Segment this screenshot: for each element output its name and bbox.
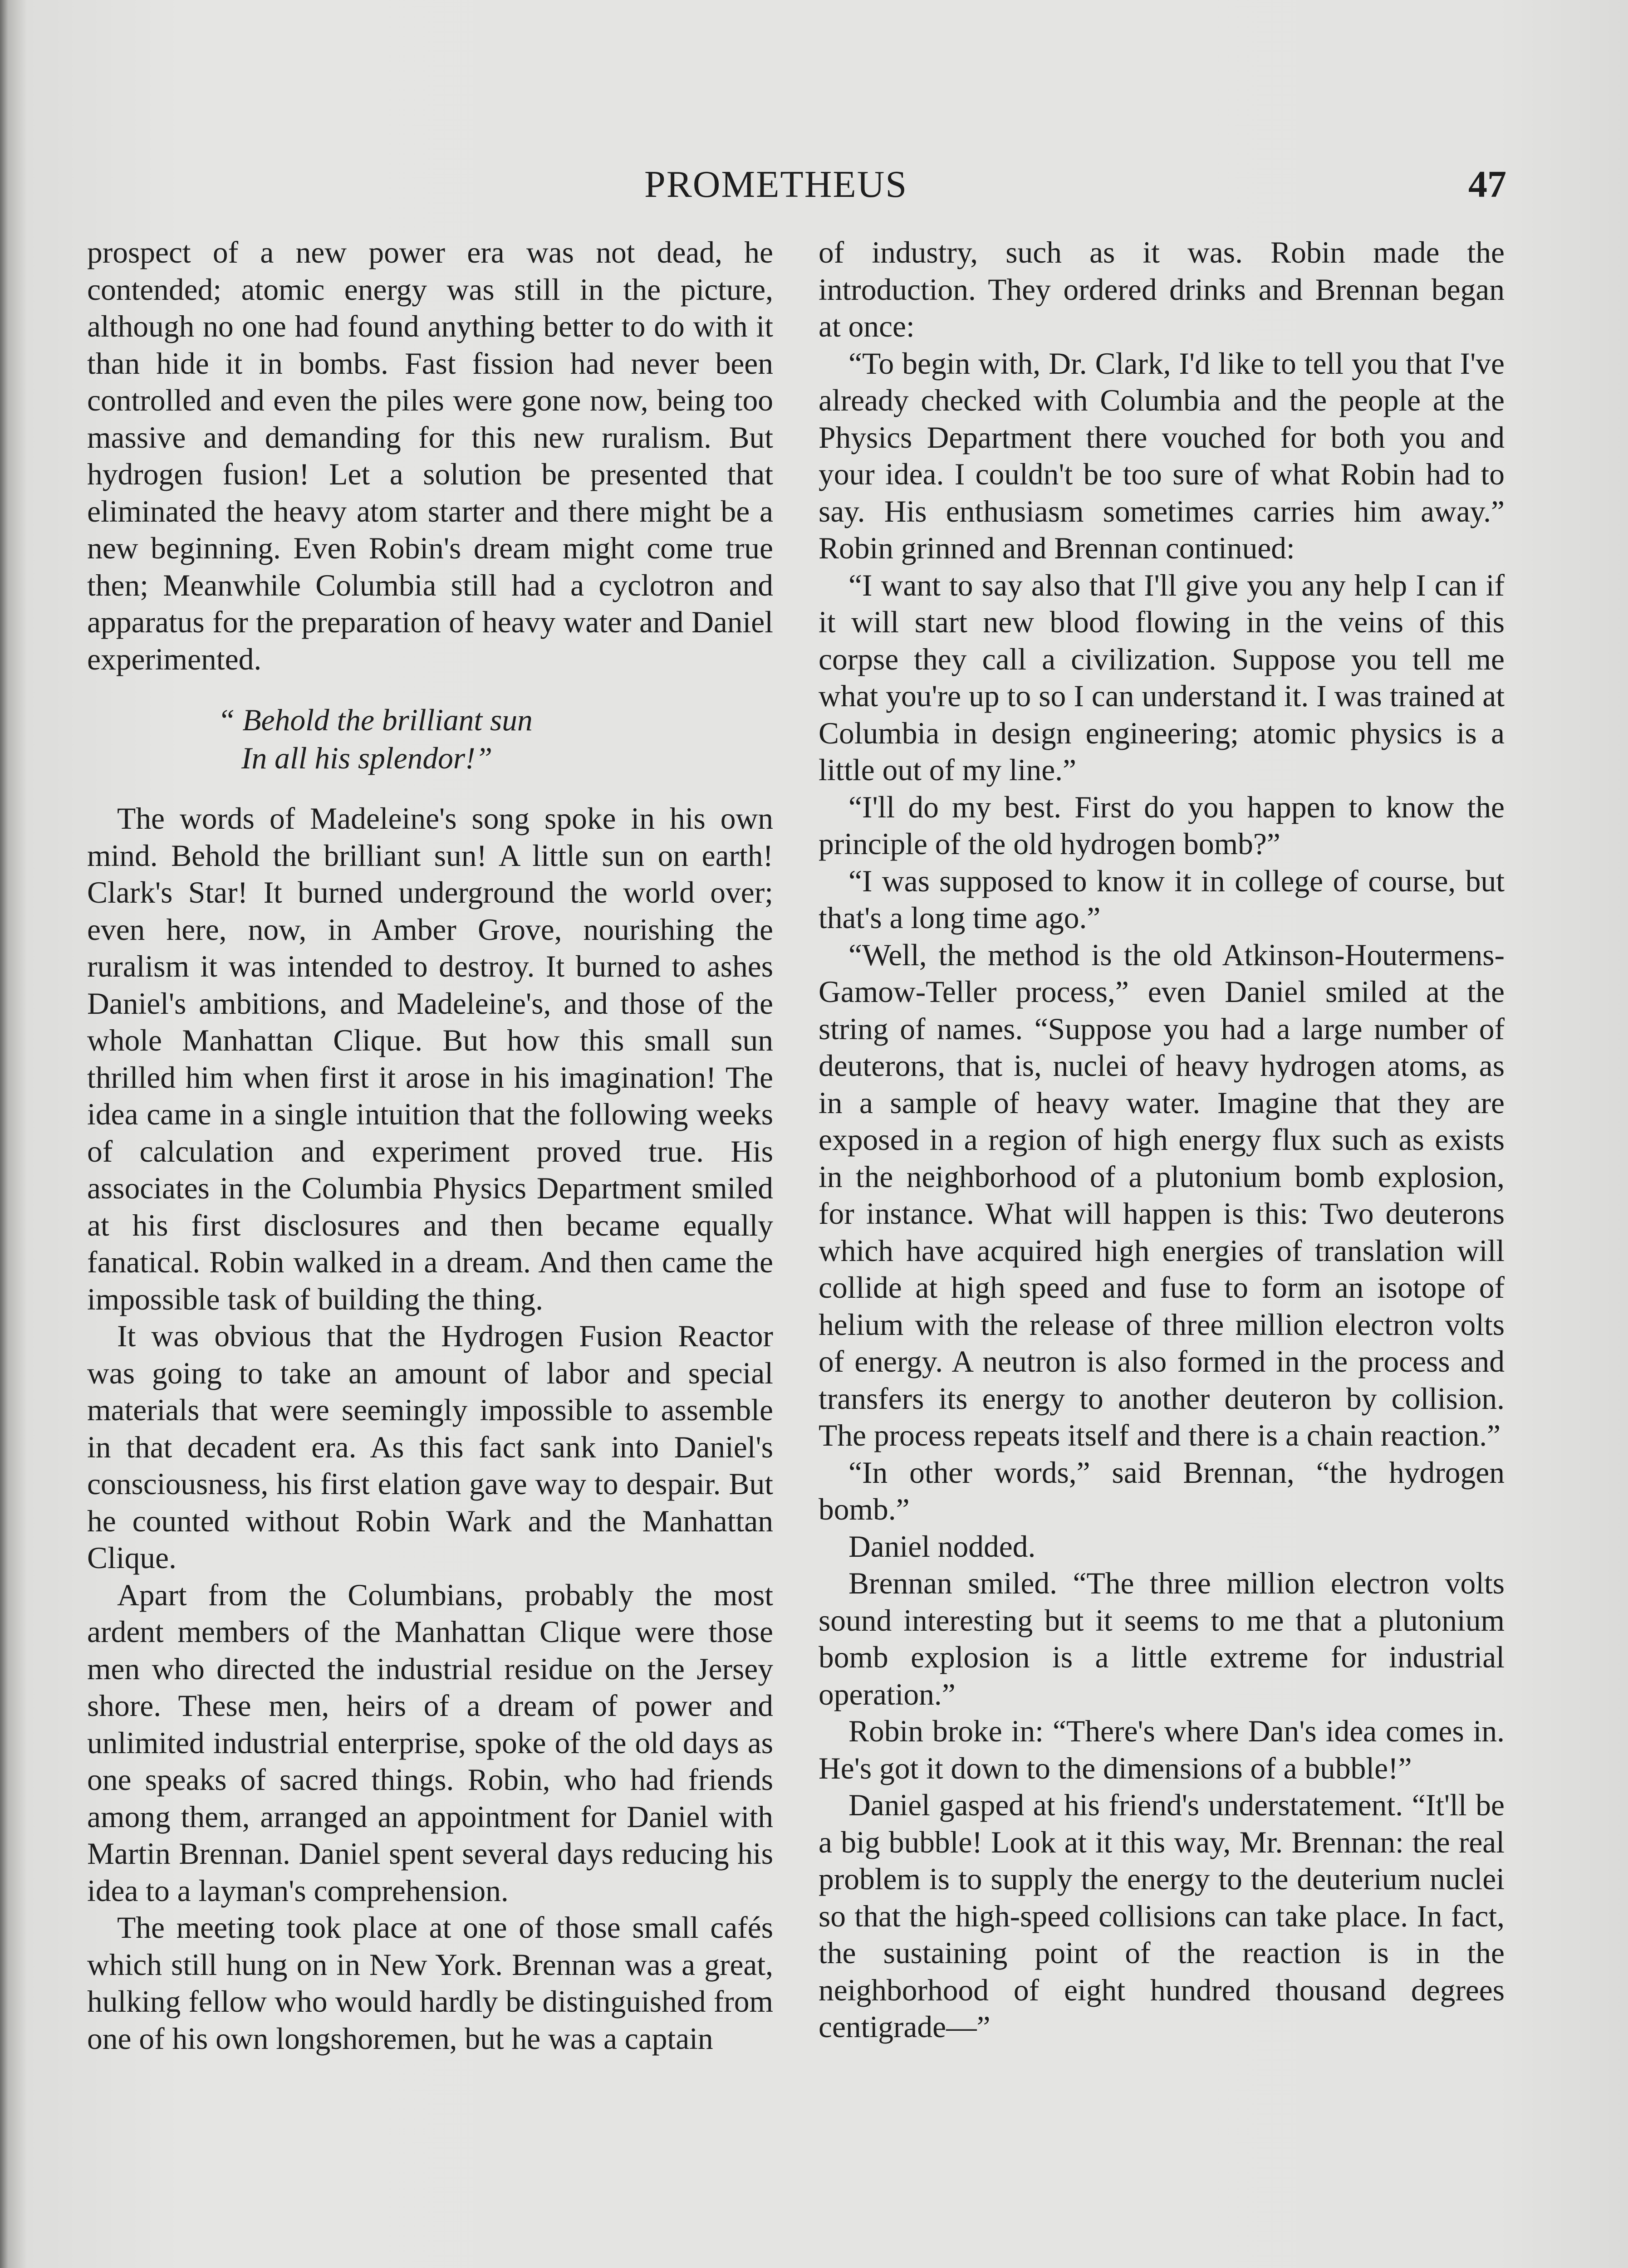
paragraph: Apart from the Columbians, probably the most ardent members of the Manhattan Clique were those men who directed the industrial residue on the Jersey shore. These men, heirs of a dream of power and unlimited industrial enterprise, spoke of the old days as one speaks of sacred things. Robin, who had friends among them, arranged an appointment for Daniel with Martin Brennan. Daniel spent several days reducing his idea to a layman's comprehension. (87, 1578, 773, 1908)
paragraph: Daniel gasped at his friend's understatement. “It'll be a big bubble! Look at it this way, Mr. Brennan: the real problem is to supply the energy to the deuterium nuclei so that the high-speed collisions can take place. In fact, the sustaining point of the reaction is in the neighborhood of eight hundred thousand degrees centigrade—” (819, 1788, 1505, 2044)
paragraph: “To begin with, Dr. Clark, I'd like to tell you that I've already checked with Columbia and the people at the Physics Department there vouched for both you and your idea. I couldn't be too sure of what Robin had to say. His enthusiasm sometimes carries him away.” Robin grinned and Brennan continued: (819, 346, 1505, 565)
paragraph: The meeting took place at one of those small cafés which still hung on in New York. Brennan was a great, hulking fellow who would hardly be distinguished from one of his own longshoremen, but he was a captain (87, 1911, 773, 2056)
paragraph: of industry, such as it was. Robin made the introduction. They ordered drinks and Brennan began at once: (819, 235, 1505, 343)
verse-quote (87, 701, 773, 777)
paragraph: “I'll do my best. First do you happen to know the principle of the old hydrogen bomb?” (819, 790, 1505, 861)
page-header (644, 160, 1506, 210)
verse-line: In all his splendor!” (241, 741, 493, 775)
paragraph: “I want to say also that I'll give you any help I can if it will start new blood flowing in the veins of this corpse they call a civilization. Suppose you tell me what you're up to so I can understand it. I was trained at Columbia in design engineering; atomic physics is a little out of my line.” (819, 568, 1505, 787)
paragraph: The words of Madeleine's song spoke in his own mind. Behold the brilliant sun! A little sun on earth! Clark's Star! It burned underground the world over; even here, now, in Amber Grove, nourishing the ruralism it was intended to destroy. It burned to ashes Daniel's ambitions, and Madeleine's, and those of the whole Manhattan Clique. But how this small sun thrilled him when first it arose in his imagination! The idea came in a single intuition that the following weeks of calculation and experiment proved true. His associates in the Columbia Physics Department smiled at his first disclosures and then became equally fanatical. Robin walked in a dream. And then came the impossible task of building the thing. (87, 802, 773, 1316)
paragraph: Daniel nodded. (848, 1529, 1036, 1564)
paragraph: “I was supposed to know it in college of course, but that's a long time ago.” (819, 864, 1505, 935)
running-title: PROMETHEUS (644, 163, 908, 205)
paragraph: Brennan smiled. “The three million electron volts sound interesting but it seems to me that a plutonium bomb explosion is a little extreme for industrial operation.” (819, 1566, 1505, 1711)
paragraph: Robin broke in: “There's where Dan's idea comes in. He's got it down to the dimensions of a bubble!” (819, 1714, 1505, 1785)
verse-line: “ Behold the brilliant sun (218, 703, 533, 737)
paragraph: “Well, the method is the old Atkinson-Houtermens-Gamow-Teller process,” even Daniel smiled at the string of names. “Suppose you had a large number of deuterons, that is, nuclei of heavy hydrogen atoms, as in a sample of heavy water. Imagine that they are exposed in a region of high energy flux such as exists in the neighborhood of a plutonium bomb explosion, for instance. What will happen is this: Two deuterons which have acquired high energies of translation will collide at high speed and fuse to form an isotope of helium with the release of three million electron volts of energy. A neutron is also formed in the process and transfers its energy to another deuteron by collision. The process repeats itself and there is a chain reaction.” (819, 938, 1505, 1452)
left-column (87, 234, 773, 2057)
paragraph: prospect of a new power era was not dead, he contended; atomic energy was still in the picture, although no one had found anything better to do with it than hide it in bombs. Fast fission had never been controlled and even the piles were gone now, being too massive and demanding for this new ruralism. But hydrogen fusion! Let a solution be presented that eliminated the heavy atom starter and there might be a new beginning. Even Robin's dream might come true then; Meanwhile Columbia still had a cyclotron and apparatus for the preparation of heavy water and Daniel experimented. (87, 235, 773, 676)
right-column (819, 234, 1505, 2046)
paragraph: “In other words,” said Brennan, “the hydrogen bomb.” (819, 1455, 1505, 1526)
paragraph: It was obvious that the Hydrogen Fusion Reactor was going to take an amount of labor and special materials that were seemingly impossible to assemble in that decadent era. As this fact sank into Daniel's consciousness, his first elation gave way to despair. But he counted without Robin Wark and the Manhattan Clique. (87, 1319, 773, 1575)
page-number: 47 (1468, 163, 1506, 205)
